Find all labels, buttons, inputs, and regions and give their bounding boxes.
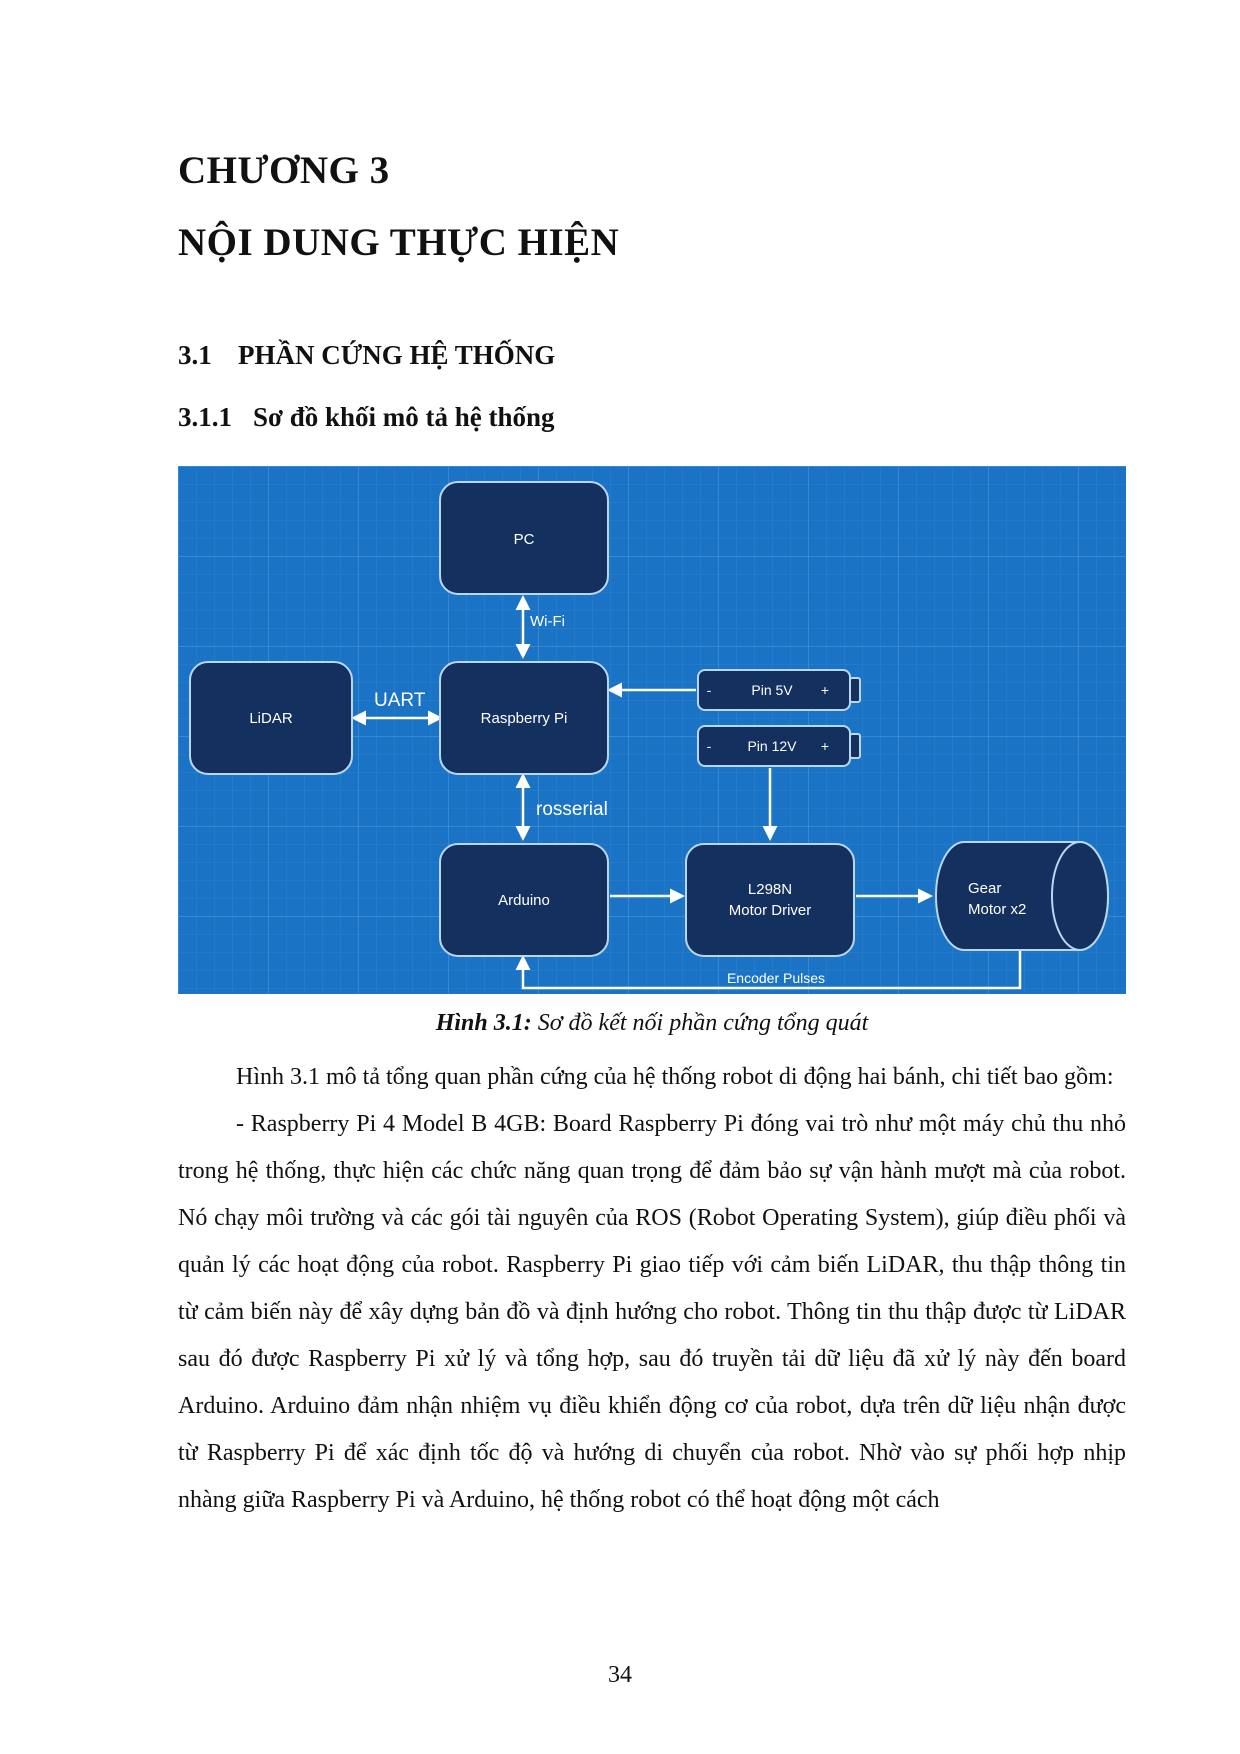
- pc-label: PC: [513, 531, 535, 548]
- lidar-block: [190, 662, 352, 774]
- battery-12v-plus: +: [820, 738, 830, 754]
- gear-motor-label-line2: Motor x2: [968, 901, 1027, 918]
- chapter-title: NỘI DUNG THỰC HIỆN: [178, 221, 620, 264]
- subsection-heading: [178, 402, 555, 433]
- section-number: 3.1: [178, 340, 212, 370]
- battery-12v-minus: -: [706, 738, 712, 754]
- paragraph: - Raspberry Pi 4 Model B 4GB: Board Raspberry Pi đóng vai trò như một máy chủ thu nhỏ trong hệ thống, thực hiện các chức năng quan trọng để đảm bảo sự vận hành mượt mà của robot. Nó chạy môi trường và các gói tài nguyên của ROS (Robot Operating System), giúp điều phối và quản lý các hoạt động của robot. Raspberry Pi giao tiếp với cảm biến LiDAR, thu thập thông tin từ cảm biến này để xây dựng bản đồ và định hướng cho robot. Thông tin thu thập được từ LiDAR sau đó được Raspberry Pi xử lý và tổng hợp, sau đó truyền tải dữ liệu đã xử lý này đến board Arduino. Arduino đảm nhận nhiệm vụ điều khiển động cơ của robot, dựa trên dữ liệu nhận được từ Raspberry Pi để xác định tốc độ và hướng di chuyển của robot. Nhờ vào sự phối hợp nhịp nhàng giữa Raspberry Pi và Arduino, hệ thống robot có thể hoạt động một cách: [178, 1111, 1126, 1513]
- section-heading: [178, 340, 555, 371]
- arduino-block: [440, 844, 608, 956]
- gear-motor-block: [936, 842, 1108, 950]
- subsection-number: 3.1.1: [178, 402, 232, 432]
- section-title: PHẦN CỨNG HỆ THỐNG: [238, 340, 556, 370]
- rosserial-label: rosserial: [536, 799, 608, 820]
- battery-12v: [698, 726, 860, 766]
- pc-block: [440, 482, 608, 594]
- uart-label: UART: [374, 690, 426, 711]
- motor-driver-label-line1: L298N: [747, 881, 793, 898]
- paragraph: Hình 3.1 mô tả tổng quan phần cứng của hệ thống robot di động hai bánh, chi tiết bao gồm:: [236, 1064, 1114, 1090]
- battery-5v-plus: +: [820, 682, 830, 698]
- chapter-number: CHƯƠNG 3: [178, 149, 390, 192]
- lidar-label: LiDAR: [249, 710, 293, 727]
- battery-12v-label: Pin 12V: [747, 738, 797, 754]
- raspberry-pi-block: [440, 662, 608, 774]
- subsection-title: Sơ đồ khối mô tả hệ thống: [253, 402, 555, 432]
- page-number: 34: [608, 1662, 632, 1688]
- raspberry-pi-label: Raspberry Pi: [480, 710, 568, 727]
- motor-driver-label-line2: Motor Driver: [728, 902, 812, 919]
- motor-driver-block: [686, 844, 854, 956]
- arduino-label: Arduino: [498, 892, 550, 909]
- figure-caption-text: Sơ đồ kết nối phần cứng tổng quát: [531, 1010, 869, 1036]
- figure-caption-label: Hình 3.1:: [435, 1010, 532, 1036]
- battery-5v: [698, 670, 860, 710]
- body-text: [178, 1054, 1126, 1524]
- figure-caption: [178, 1010, 1126, 1037]
- battery-5v-label: Pin 5V: [751, 682, 793, 698]
- gear-motor-label-line1: Gear: [968, 880, 1002, 897]
- wifi-label: Wi-Fi: [530, 613, 565, 630]
- battery-5v-minus: -: [706, 682, 712, 698]
- encoder-label: Encoder Pulses: [726, 970, 826, 986]
- hardware-block-diagram: [178, 466, 1126, 994]
